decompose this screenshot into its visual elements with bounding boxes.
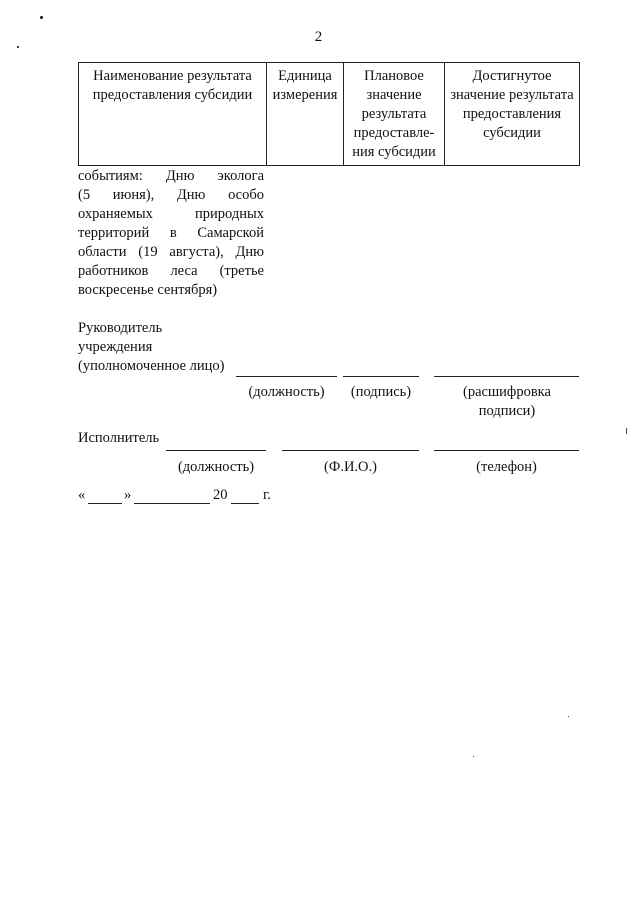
header-planned-value: Плановое значение результата предоставле-ния субсидии — [344, 63, 445, 166]
executor-name-line — [282, 450, 419, 451]
date-year-prefix: 20 — [213, 487, 228, 503]
signature-line — [343, 376, 419, 377]
text-line: территорий в Самарской — [78, 225, 264, 241]
date-year-suffix: г. — [263, 487, 271, 503]
date-month-line — [134, 503, 210, 504]
head-label-line: учреждения — [78, 339, 153, 355]
date-open-quote: « — [78, 487, 86, 503]
text-line: работников леса (третье — [78, 263, 264, 279]
executor-position-line — [166, 450, 266, 451]
position-signature-line — [236, 376, 337, 377]
executor-phone-line — [434, 450, 579, 451]
scan-speck — [473, 756, 474, 757]
continued-cell-text — [78, 167, 264, 300]
executor-label: Исполнитель — [78, 430, 160, 446]
date-year-line — [231, 503, 259, 504]
caption-signature-decryption: (расшифровка подписи) — [463, 384, 551, 419]
header-result-name: Наименование результата предоставления субсидии — [79, 63, 267, 166]
results-table — [78, 62, 580, 166]
text-line: воскресенье сентября) — [78, 282, 218, 298]
caption-position: (должность) — [248, 384, 325, 400]
scan-speck — [568, 716, 569, 717]
header-achieved-value: Достигнутое значение результата предоставления субсидии — [445, 63, 580, 166]
date-close-quote: » — [124, 487, 132, 503]
caption-executor-name: (Ф.И.О.) — [324, 459, 377, 475]
header-unit: Единица измерения — [267, 63, 344, 166]
page-number: 2 — [314, 29, 323, 45]
scan-speck — [626, 428, 627, 434]
head-label-line: (уполномоченное лицо) — [78, 358, 225, 374]
table-header-row — [79, 63, 580, 166]
caption-signature: (подпись) — [350, 384, 412, 400]
date-day-line — [88, 503, 122, 504]
head-label-line: Руководитель — [78, 320, 163, 336]
scan-speck — [40, 16, 43, 19]
text-line: охраняемых природных — [78, 206, 264, 222]
caption-executor-phone: (телефон) — [476, 459, 537, 475]
signature-decryption-line — [434, 376, 579, 377]
scan-speck — [17, 46, 19, 48]
text-line: событиям: Дню эколога — [78, 168, 264, 184]
text-line: (5 июня), Дню особо — [78, 187, 264, 203]
caption-executor-position: (должность) — [177, 459, 255, 475]
text-line: области (19 августа), Дню — [78, 244, 264, 260]
